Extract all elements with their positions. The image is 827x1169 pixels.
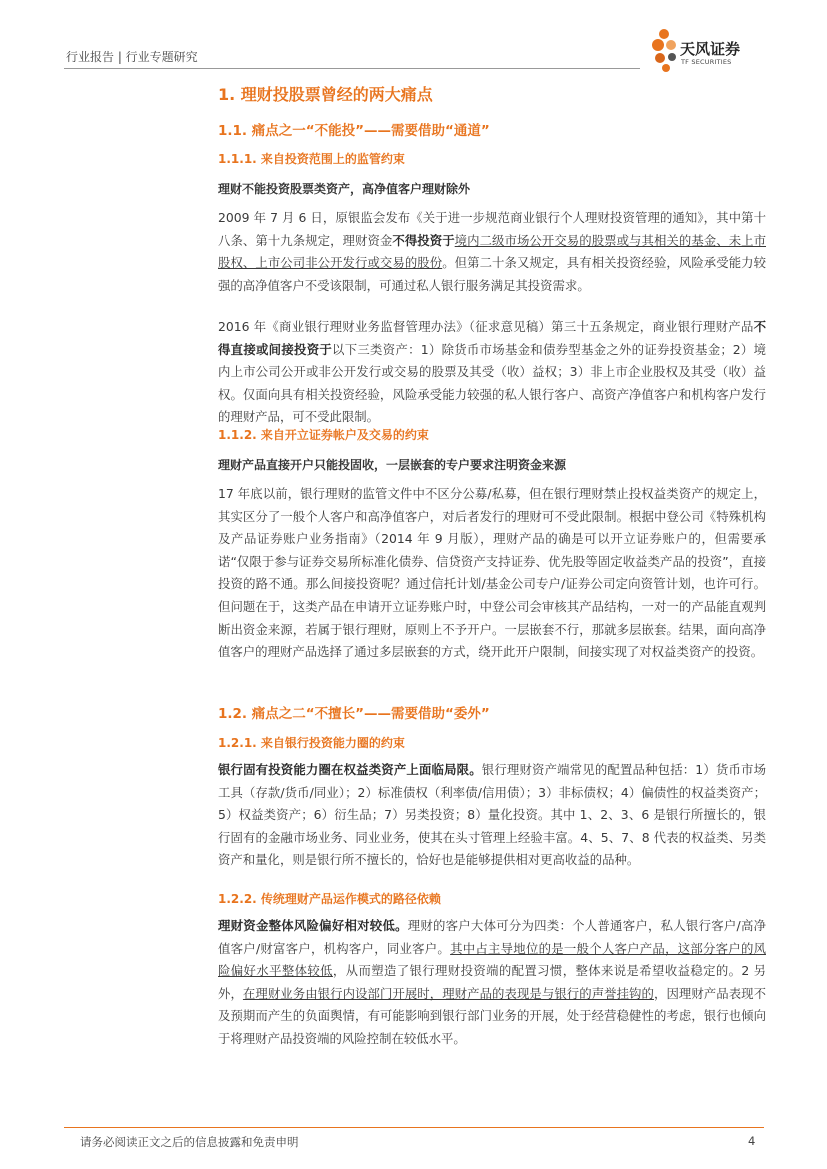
subsubsection-title: 1.2.1. 来自银行投资能力圈的约束 [218,736,405,750]
section-title: 1. 理财投股票曾经的两大痛点 [218,85,433,104]
subsection-title: 1.2. 痛点之二“不擅长”——需要借助“委外” [218,706,490,722]
paragraph-heading: 理财不能投资股票类资产，高净值客户理财除外 [218,182,471,196]
footer-disclaimer: 请务必阅读正文之后的信息披露和免责申明 [80,1135,299,1149]
brand-name-en: TF SECURITIES [681,58,732,66]
paragraph-heading: 理财产品直接开户只能投固收，一层嵌套的专户要求注明资金来源 [218,458,567,472]
subsubsection-title: 1.2.2. 传统理财产品运作模式的路径依赖 [218,892,441,906]
paragraph: 17 年底以前，银行理财的监管文件中不区分公募/私募，但在银行理财禁止投权益类资产的规定上，其实区分了一般个人客户和高净值客户，对后者发行的理财可不受此限制。根据中登公司《特殊机构及产品证券账户业务指南》（2014 年 9 月版），理财产品的确是可以开立证券账户的，但需要承诺“仅限于参与证券交易所标准化债券、信贷资产支持证券、优先股等固定收益类产品的投资”，直接投资的路不通。那么间接投资呢？通过信托计划/基金公司专户/证券公司定向资管计划，也许可行。但问题在于，这类产品在申请开立证券账户时，中登公司会审核其产品结构，一对一的产品能直观判断出资金来源，若属于银行理财，原则上不予开户。一层嵌套不行，那就多层嵌套。结果，面向高净值客户的理财产品选择了通过多层嵌套的方式，绕开此开户限制，间接实现了对权益类资产的投资。 [218,486,766,660]
paragraph: 理财资金整体风险偏好相对较低。理财的客户大体可分为四类：个人普通客户，私人银行客户/高净值客户/财富客户，机构客户，同业客户。其中占主导地位的是一般个人客户产品，这部分客户的风险偏好水平整体较低，从而塑造了银行理财投资端的配置习惯，整体来说是希望收益稳定的。2 另外，在理财业务由银行内设部门开展时，理财产品的表现是与银行的声誉挂钩的，因理财产品表现不及预期而产生的负面舆情，有可能影响到银行部门业务的开展，处于经营稳健性的考虑，银行也倾向于将理财产品投资端的风险控制在较低水平。 [218,918,767,1046]
paragraph: 银行固有投资能力圈在权益类资产上面临局限。银行理财资产端常见的配置品种包括：1）货币市场工具（存款/货币/同业）；2）标准债权（利率债/信用债）；3）非标债权；4）偏债性的权益类资产；5）权益类资产；6）衍生品；7）另类投资；8）量化投资。其中 1、2、3、6 是银行所擅长的，银行固有的金融市场业务、同业业务，使其在头寸管理上经验丰富。4、5、7、8 代表的权益类、另类资产和量化，则是银行所不擅长的，恰好也是能够提供相对更高收益的品种。 [218,762,766,868]
subsubsection-title: 1.1.1. 来自投资范围上的监管约束 [218,152,405,166]
header-divider [64,68,640,69]
paragraph: 2016 年《商业银行理财业务监督管理办法》（征求意见稿）第三十五条规定，商业银行理财产品不得直接或间接投资于以下三类资产：1）除货币市场基金和债券型基金之外的证券投资基金；2）境内上市公司公开或非公开发行或交易的股票及其受（收）益权；3）非上市企业股权及其受（收）益权。仅面向具有相关投资经验，风险承受能力较强的私人银行客户、高资产净值客户和机构客户发行的理财产品，可不受此限制。 [218,319,766,425]
paragraph: 2009 年 7 月 6 日，原银监会发布《关于进一步规范商业银行个人理财投资管理的通知》，其中第十八条、第十九条规定，理财资金不得投资于境内二级市场公开交易的股票或与其相关的基金、未上市股权、上市公司非公开发行或交易的股份。但第二十条又规定，具有相关投资经验，风险承受能力较强的高净值客户不受该限制，可通过私人银行服务满足其投资需求。 [218,210,767,293]
page-number: 4 [748,1134,756,1148]
subsection-title: 1.1. 痛点之一“不能投”——需要借助“通道” [218,123,490,139]
report-category: 行业报告 | 行业专题研究 [66,50,198,64]
brand-name: 天风证券 [680,40,741,58]
footer-divider [64,1127,764,1128]
subsubsection-title: 1.1.2. 来自开立证券帐户及交易的约束 [218,428,429,442]
